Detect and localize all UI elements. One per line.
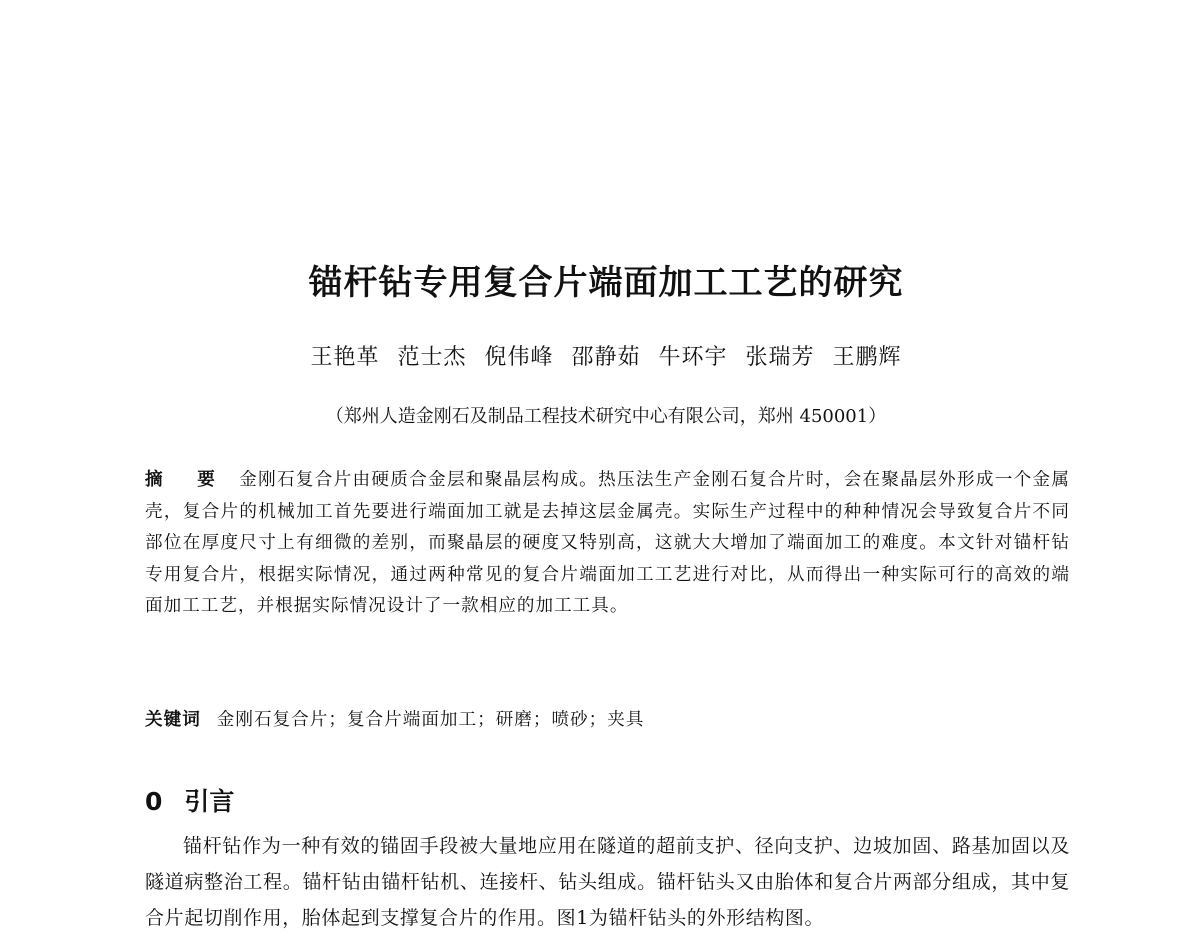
keywords xyxy=(145,704,1070,736)
section-number: 0 xyxy=(145,787,163,816)
paper-title: 锚杆钻专用复合片端面加工工艺的研究 xyxy=(308,263,904,303)
abstract-text: 金刚石复合片由硬质合金层和聚晶层构成。热压法生产金刚石复合片时，会在聚晶层外形成一个金属壳，复合片的机械加工首先要进行端面加工就是去掉这层金属壳。实际生产过程中的种种情况会导致复合片不同部位在厚度尺寸上有细微的差别，而聚晶层的硬度又特别高，这就大大增加了端面加工的难度。本文针对锚杆钻专用复合片，根据实际情况，通过两种常见的复合片端面加工工艺进行对比，从而得出一种实际可行的高效的端面加工工艺，并根据实际情况设计了一款相应的加工工具。 xyxy=(145,470,1070,616)
affiliation: （郑州人造金刚石及制品工程技术研究中心有限公司，郑州 450001） xyxy=(325,406,887,427)
section-title: 引言 xyxy=(184,787,235,816)
author-list: 王艳革 范士杰 倪伟峰 邵静茹 牛环宇 张瑞芳 王鹏辉 xyxy=(310,345,902,370)
section-heading xyxy=(145,782,234,822)
intro-paragraph: 锚杆钻作为一种有效的锚固手段被大量地应用在隧道的超前支护、径向支护、边坡加固、路基加固以及隧道病整治工程。锚杆钻由锚杆钻机、连接杆、钻头组成。锚杆钻头又由胎体和复合片两部分组成，其中复合片起切削作用，胎体起到支撑复合片的作用。图1为锚杆钻头的外形结构图。 xyxy=(145,835,1070,929)
abstract xyxy=(145,464,1070,623)
keywords-label: 关键词 xyxy=(145,709,201,730)
keywords-text: 金刚石复合片；复合片端面加工；研磨；喷砂；夹具 xyxy=(216,710,645,730)
abstract-label: 摘 要 xyxy=(145,469,230,490)
